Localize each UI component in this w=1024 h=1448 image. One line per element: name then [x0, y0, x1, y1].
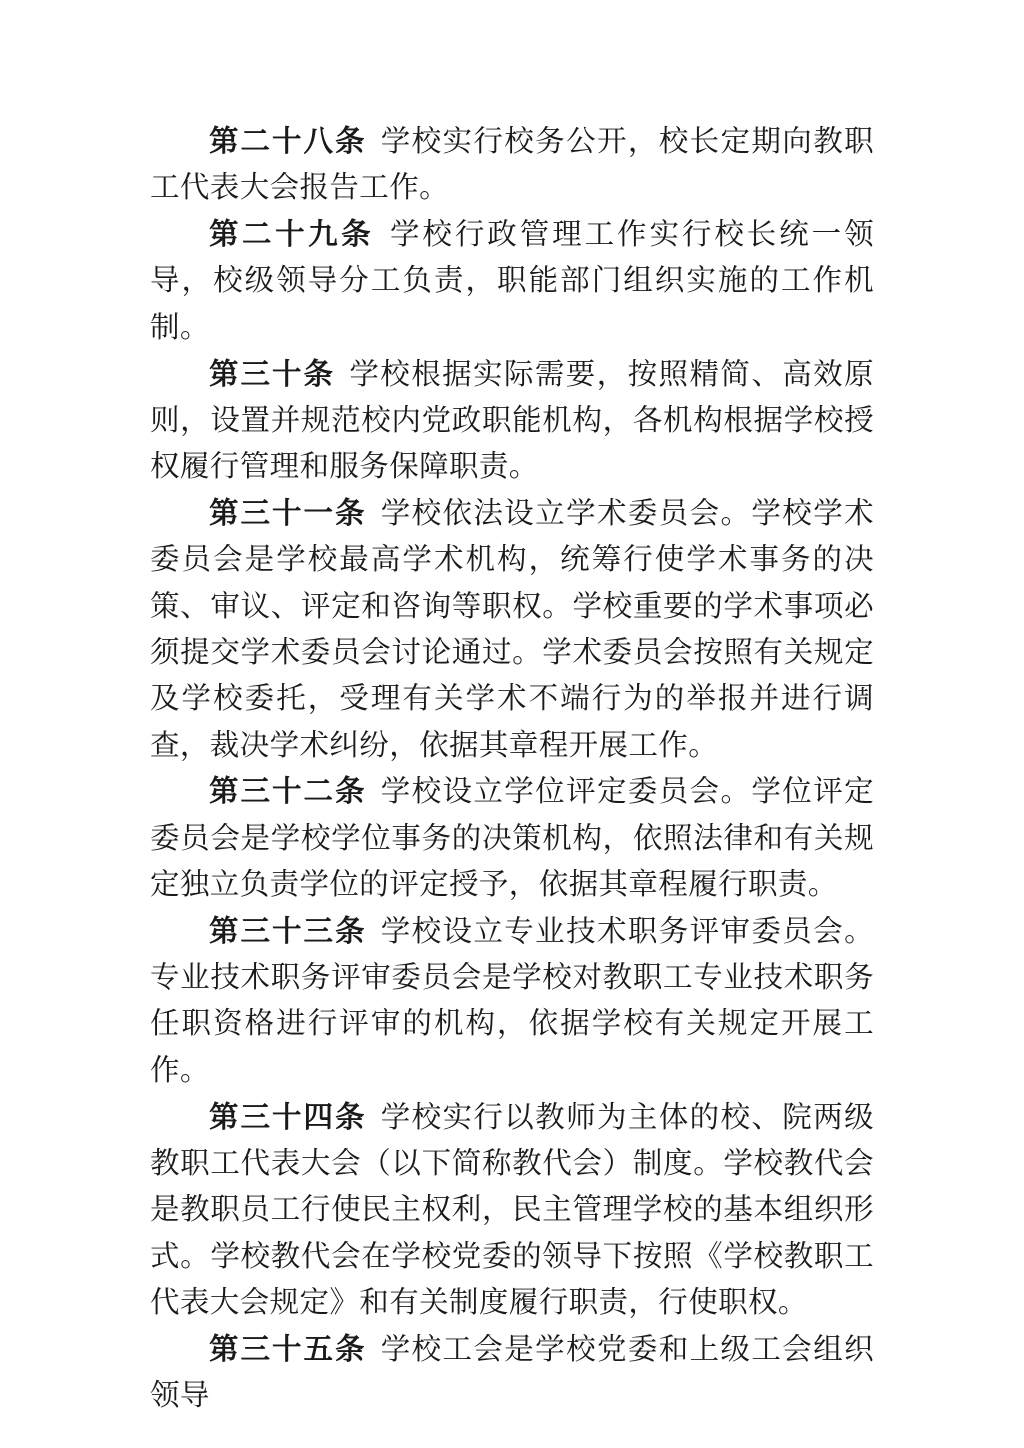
- article-text: 学校行政管理工作实行校长统一领导，校级领导分工负责，职能部门组织实施的工作机制。: [150, 217, 874, 344]
- paragraph: [150, 768, 874, 907]
- article-number: 第三十四条: [209, 1098, 367, 1134]
- paragraph: [150, 351, 874, 490]
- article-number: 第二十九条: [209, 216, 375, 252]
- article-text: 学校工会是学校党委和上级工会组织领导: [150, 1331, 874, 1412]
- paragraph: [150, 908, 874, 1093]
- article-text: 学校实行校务公开，校长定期向教职工代表大会报告工作。: [150, 124, 874, 205]
- article-number: 第二十八条: [209, 123, 367, 158]
- paragraph: [150, 490, 874, 768]
- article-text: 学校实行以教师为主体的校、院两级教职工代表大会（以下简称教代会）制度。学校教代会是教职员工行使民主权利，民主管理学校的基本组织形式。学校教代会在学校党委的领导下按照《学校教职工代表大会规定》和有关制度履行职责，行使职权。: [150, 1099, 874, 1319]
- article-text: 学校依法设立学术委员会。学校学术委员会是学校最高学术机构，统筹行使学术事务的决策、审议、评定和咨询等职权。学校重要的学术事项必须提交学术委员会讨论通过。学术委员会按照有关规定及学校委托，受理有关学术不端行为的举报并进行调查，裁决学术纠纷，依据其章程开展工作。: [150, 496, 874, 762]
- article-number: 第三十三条: [209, 912, 367, 948]
- article-number: 第三十一条: [209, 495, 367, 530]
- paragraph: [150, 1326, 874, 1419]
- article-number: 第三十二条: [209, 773, 367, 809]
- article-text: 学校设立学位评定委员会。学位评定委员会是学校学位事务的决策机构，依照法律和有关规定独立负责学位的评定授予，依据其章程履行职责。: [150, 774, 874, 901]
- paragraph: [150, 211, 874, 350]
- paragraph: [150, 1094, 874, 1326]
- article-text: 学校根据实际需要，按照精简、高效原则，设置并规范校内党政职能机构，各机构根据学校授权履行管理和服务保障职责。: [150, 356, 874, 484]
- article-number: 第三十五条: [209, 1330, 367, 1366]
- document-body: [150, 118, 874, 1418]
- article-text: 学校设立专业技术职务评审委员会。专业技术职务评审委员会是学校对教职工专业技术职务任职资格进行评审的机构，依据学校有关规定开展工作。: [150, 913, 874, 1087]
- article-number: 第三十条: [209, 355, 336, 391]
- paragraph: [150, 118, 874, 211]
